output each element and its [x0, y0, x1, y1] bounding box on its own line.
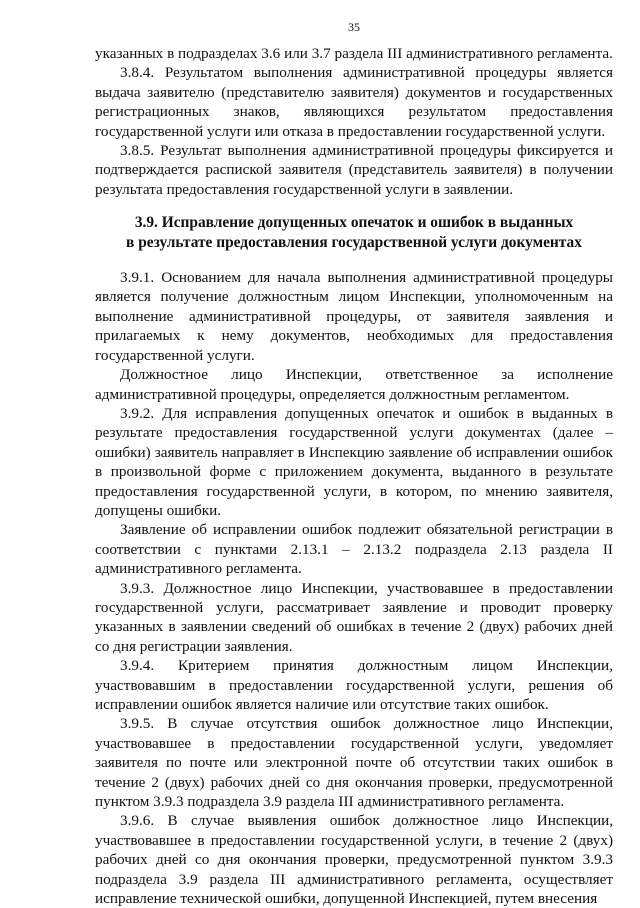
heading-line-2: в результате предоставления государственной услуги документах [126, 233, 582, 251]
section-heading-3-9 [95, 213, 613, 252]
paragraph-3-9-1: 3.9.1. Основанием для начала выполнения административной процедуры является получение должностным лицом Инспекции, уполномоченным на выполнение административной процедуры, от заявителя заявления и прилагаемых к нему документов, необходимых для предоставления государственной услуги. [95, 269, 613, 364]
paragraph-3-9-6: 3.9.6. В случае выявления ошибок должностное лицо Инспекции, участвовавшее в предоставлении государственной услуги, в течение 2 (двух) рабочих дней со дня окончания проверки, предусмотренной пунктом 3.9.3 подраздела 3.9 раздела III административного регламента, осуществляет исправление технической ошибки, допущенной Инспекцией, путем внесения [95, 812, 613, 908]
paragraph-registration: Заявление об исправлении ошибок подлежит обязательной регистрации в соответствии с пунктами 2.13.1 – 2.13.2 подраздела 2.13 раздела II административного регламента. [95, 521, 613, 578]
paragraph-continuation: указанных в подразделах 3.6 или 3.7 раздела III административного регламента. [95, 45, 613, 62]
paragraph-3-9-3: 3.9.3. Должностное лицо Инспекции, участвовавшее в предоставлении государственной услуги, рассматривает заявление и проводит проверку указанных в заявлении сведений об ошибках в течение 2 (двух) рабочих дней со дня регистрации заявления. [95, 579, 613, 655]
paragraph-responsible-official: Должностное лицо Инспекции, ответственное за исполнение административной процедуры, определяется должностным регламентом. [95, 366, 613, 403]
paragraph-3-9-5: 3.9.5. В случае отсутствия ошибок должностное лицо Инспекции, участвовавшее в предоставлении государственной услуги, уведомляет заявителя по почте или электронной почте об отсутствии таких ошибок в течение 2 (двух) рабочих дней со дня окончания проверки, предусмотренной пунктом 3.9.3 подраздела 3.9 раздела III административного регламента. [95, 715, 613, 811]
page-number: 35 [348, 20, 360, 34]
paragraph-3-8-4: 3.8.4. Результатом выполнения административной процедуры является выдача заявителю (представителю заявителя) документов и государственных регистрационных знаков, являющихся результатом предоставления государственной услуги или отказа в предоставлении государственной услуги. [95, 64, 613, 140]
paragraph-3-8-5: 3.8.5. Результат выполнения административной процедуры фиксируется и подтверждается распиской заявителя (представитель заявителя) в получении результата предоставления государственной услуги в заявлении. [95, 142, 613, 198]
heading-line-1: 3.9. Исправление допущенных опечаток и ошибок в выданных [134, 214, 574, 232]
paragraph-3-9-4: 3.9.4. Критерием принятия должностным лицом Инспекции, участвовавшим в предоставлении государственной услуги, решения об исправлении ошибок является наличие или отсутствие таких ошибок. [95, 657, 613, 713]
paragraph-3-9-2: 3.9.2. Для исправления допущенных опечаток и ошибок в выданных в результате предоставления государственной услуги документах (далее – ошибки) заявитель направляет в Инспекцию заявление об исправлении ошибок в произвольной форме с приложением документа, выданного в результате предоставления государственной услуги, в котором, по мнению заявителя, допущены ошибки. [95, 404, 613, 519]
document-page [95, 20, 613, 908]
